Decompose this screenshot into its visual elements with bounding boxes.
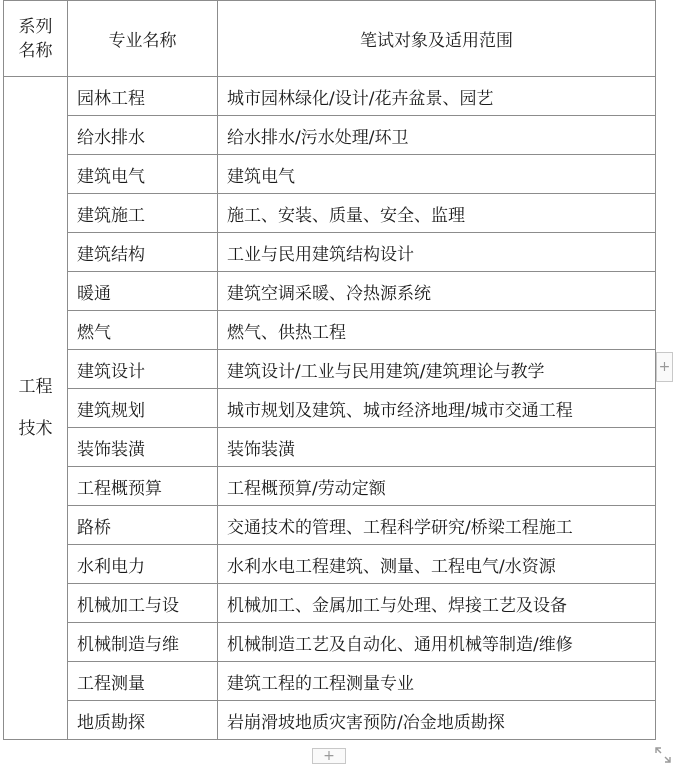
expand-icon[interactable] bbox=[652, 744, 674, 766]
table-row bbox=[4, 506, 656, 545]
table-row bbox=[4, 116, 656, 155]
series-line1: 工程 bbox=[18, 377, 53, 397]
header-scope-cell[interactable]: 笔试对象及适用范围 bbox=[218, 1, 656, 77]
table-row bbox=[4, 662, 656, 701]
major-cell[interactable]: 建筑结构 bbox=[68, 233, 218, 272]
header-series-line1: 系列 bbox=[18, 16, 53, 37]
major-cell[interactable]: 装饰装潢 bbox=[68, 428, 218, 467]
table-row bbox=[4, 389, 656, 428]
data-table bbox=[3, 0, 656, 740]
scope-cell[interactable]: 水利水电工程建筑、测量、工程电气/水资源 bbox=[218, 545, 656, 584]
header-row bbox=[4, 1, 656, 77]
major-cell[interactable]: 水利电力 bbox=[68, 545, 218, 584]
table-row bbox=[4, 545, 656, 584]
series-line2: 技术 bbox=[18, 419, 53, 439]
scope-cell[interactable]: 岩崩滑坡地质灾害预防/冶金地质勘探 bbox=[218, 701, 656, 740]
scope-cell[interactable]: 工业与民用建筑结构设计 bbox=[218, 233, 656, 272]
scope-cell[interactable]: 机械制造工艺及自动化、通用机械等制造/维修 bbox=[218, 623, 656, 662]
table-row bbox=[4, 623, 656, 662]
scope-cell[interactable]: 工程概预算/劳动定额 bbox=[218, 467, 656, 506]
scope-cell[interactable]: 建筑空调采暖、冷热源系统 bbox=[218, 272, 656, 311]
scope-cell[interactable]: 装饰装潢 bbox=[218, 428, 656, 467]
major-cell[interactable]: 工程概预算 bbox=[68, 467, 218, 506]
major-cell[interactable]: 机械制造与维 bbox=[68, 623, 218, 662]
table-row bbox=[4, 467, 656, 506]
table-row bbox=[4, 272, 656, 311]
major-cell[interactable]: 建筑规划 bbox=[68, 389, 218, 428]
expand-icon-glyph bbox=[652, 744, 674, 766]
scope-cell[interactable]: 建筑工程的工程测量专业 bbox=[218, 662, 656, 701]
major-cell[interactable]: 园林工程 bbox=[68, 77, 218, 116]
table-row bbox=[4, 233, 656, 272]
major-cell[interactable]: 建筑电气 bbox=[68, 155, 218, 194]
table-row bbox=[4, 77, 656, 116]
add-column-button[interactable]: + bbox=[656, 352, 673, 382]
scope-cell[interactable]: 机械加工、金属加工与处理、焊接工艺及设备 bbox=[218, 584, 656, 623]
scope-cell[interactable]: 建筑电气 bbox=[218, 155, 656, 194]
major-cell[interactable]: 机械加工与设 bbox=[68, 584, 218, 623]
major-cell[interactable]: 建筑设计 bbox=[68, 350, 218, 389]
table-row bbox=[4, 428, 656, 467]
table-row bbox=[4, 311, 656, 350]
scope-cell[interactable]: 施工、安装、质量、安全、监理 bbox=[218, 194, 656, 233]
scope-cell[interactable]: 城市规划及建筑、城市经济地理/城市交通工程 bbox=[218, 389, 656, 428]
table-row bbox=[4, 155, 656, 194]
series-cell[interactable] bbox=[4, 77, 68, 740]
major-cell[interactable]: 燃气 bbox=[68, 311, 218, 350]
header-major-cell[interactable]: 专业名称 bbox=[68, 1, 218, 77]
scope-cell[interactable]: 给水排水/污水处理/环卫 bbox=[218, 116, 656, 155]
scope-cell[interactable]: 燃气、供热工程 bbox=[218, 311, 656, 350]
major-cell[interactable]: 给水排水 bbox=[68, 116, 218, 155]
major-cell[interactable]: 建筑施工 bbox=[68, 194, 218, 233]
major-cell[interactable]: 工程测量 bbox=[68, 662, 218, 701]
scope-cell[interactable]: 交通技术的管理、工程科学研究/桥梁工程施工 bbox=[218, 506, 656, 545]
table-row bbox=[4, 350, 656, 389]
major-cell[interactable]: 路桥 bbox=[68, 506, 218, 545]
major-cell[interactable]: 地质勘探 bbox=[68, 701, 218, 740]
table-row bbox=[4, 584, 656, 623]
table-row bbox=[4, 701, 656, 740]
header-series-line2: 名称 bbox=[18, 40, 53, 61]
table-row bbox=[4, 194, 656, 233]
header-series-cell[interactable] bbox=[4, 1, 68, 77]
add-row-button[interactable]: + bbox=[312, 748, 346, 764]
scope-cell[interactable]: 城市园林绿化/设计/花卉盆景、园艺 bbox=[218, 77, 656, 116]
major-cell[interactable]: 暖通 bbox=[68, 272, 218, 311]
scope-cell[interactable]: 建筑设计/工业与民用建筑/建筑理论与教学 bbox=[218, 350, 656, 389]
